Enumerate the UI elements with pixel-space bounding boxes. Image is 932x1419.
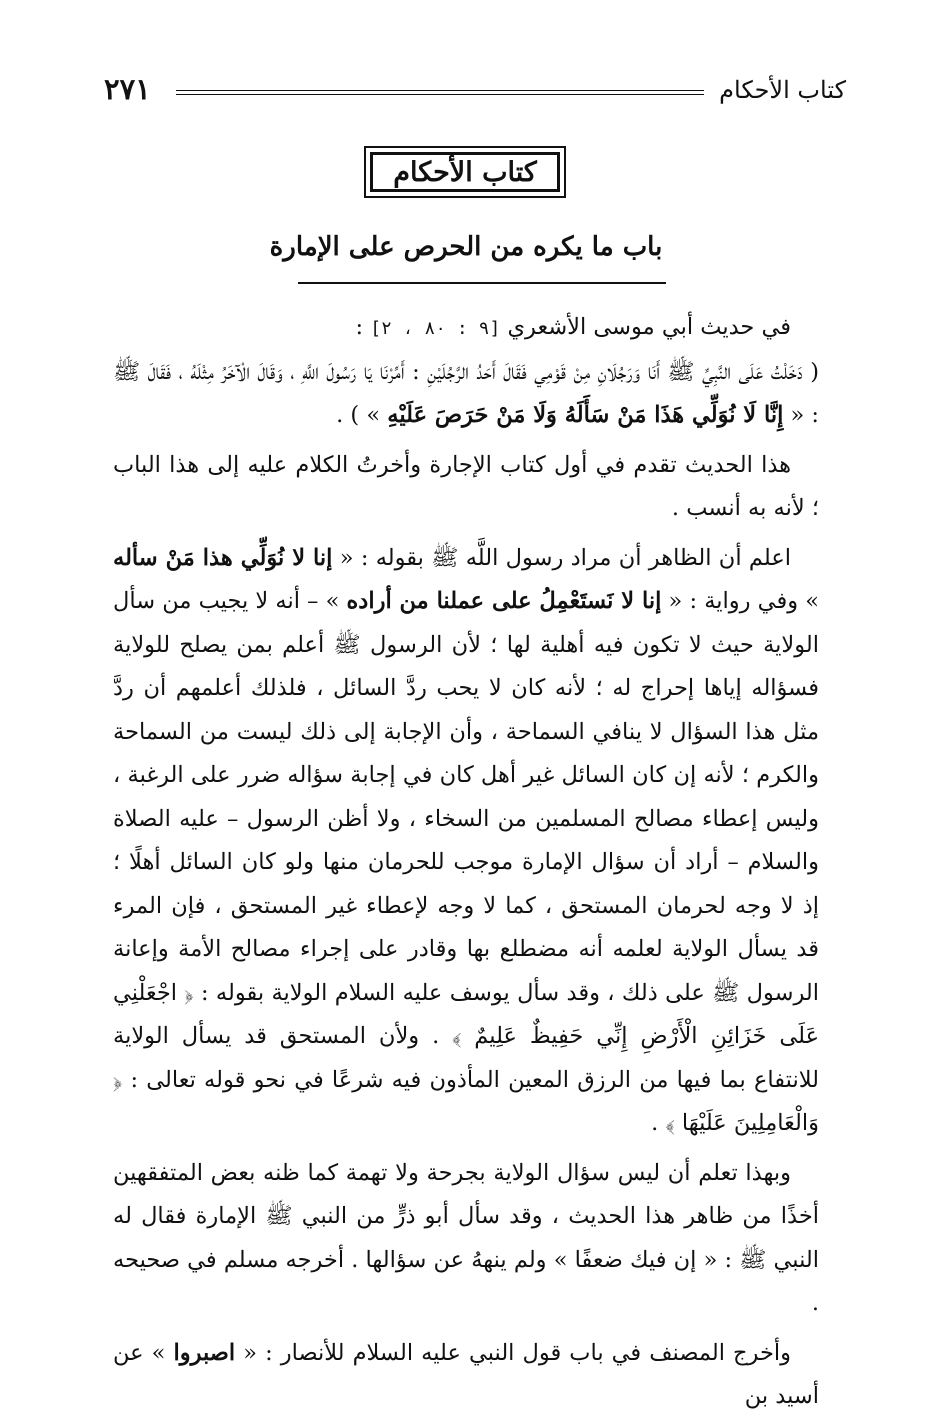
header-rule bbox=[176, 90, 704, 95]
intro-text: في حديث أبي موسى الأشعري bbox=[507, 314, 791, 340]
paragraph-1: هذا الحديث تقدم في أول كتاب الإجارة وأخرتُ الكلام عليه إلى هذا الباب ؛ لأنه به أنسب . bbox=[113, 451, 819, 521]
paragraph-4-text-a: وأخرج المصنف في باب قول النبي عليه السلام للأنصار : « bbox=[235, 1339, 791, 1366]
intro-colon: : bbox=[355, 314, 371, 340]
book-title: كتاب الأحكام bbox=[370, 152, 560, 192]
book-title-frame bbox=[364, 146, 566, 198]
paragraph-4-text-c: » عن أسيد بن bbox=[113, 1339, 819, 1409]
bold-quote-1: إنا لا نُوَلِّي هذا مَنْ سأله bbox=[113, 544, 333, 571]
bold-quote-2: إنا لا نَستَعْمِلُ على عملنا من أراده bbox=[346, 588, 662, 614]
paragraph-2-text-c: » وفي رواية : « bbox=[661, 588, 819, 614]
hadith-bold-quote: إِنَّا لَا نُوَلِّي هَذَا مَنْ سَأَلَهُ وَلَا مَنْ حَرَصَ عَلَيْهِ bbox=[387, 402, 784, 428]
reference: [٩ : ٨٠ ، ٢] bbox=[370, 318, 501, 339]
body-text bbox=[113, 306, 819, 1419]
hadith bbox=[113, 351, 819, 438]
hadith-text: ( دَخَلْتُ عَلَى النَّبِيِّ ﷺ أَنَا وَرَجُلَانِ مِنْ قَوْمِي فَقَالَ أَحَدُ الرَّجُلَيْنِ : أَمِّرْنَا يَا رَسُولَ اللَّهِ ، وَقَالَ الْآخَرُ مِثْلَهُ ، فَقَالَ ﷺ : « bbox=[113, 358, 819, 428]
paragraph-2-text-a: اعلم أن الظاهر أن مراد رسول اللَّه ﷺ بقوله : « bbox=[332, 544, 791, 571]
paragraph-4 bbox=[113, 1332, 819, 1419]
bold-quote-3: اصبروا bbox=[173, 1339, 236, 1366]
paragraph-3: وبهذا تعلم أن ليس سؤال الولاية بجرحة ولا تهمة كما ظنه بعض المتفقهين أخذًا من ظاهر هذا الحديث ، وقد سأل أبو ذرٍّ من النبي ﷺ الإمارة فقال له النبي ﷺ : « إن فيك ضعفًا » ولم ينههُ عن سؤالها . أخرجه مسلم في صحيحه . bbox=[113, 1159, 819, 1316]
paragraph-2 bbox=[113, 537, 819, 1146]
intro-line bbox=[113, 306, 819, 351]
hadith-end: » ) . bbox=[336, 402, 388, 428]
page-number: ٢٧١ bbox=[104, 72, 151, 106]
page-header bbox=[104, 72, 846, 112]
paragraph-2-text-d: » – أنه لا يجيب من سأل الولاية حيث لا تكون فيه أهلية لها ؛ لأن الرسول ﷺ أعلم بمن يصلح للولاية فسؤاله إياها إحراج له ؛ لأنه كان لا يحب ردَّ السائل ، فلذلك أعلمهم أن ردَّ مثل هذا السؤال لا ينافي السماحة ، وأن الإجابة إلى ذلك ليست من السماحة والكرم ؛ لأنه إن كان السائل غير أهل كان في إجابة سؤاله ضرر على الرغبة ، وليس إعطاء مصالح المسلمين من السخاء ، ولا أظن الرسول – عليه الصلاة والسلام – أراد أن سؤال الإمارة موجب للحرمان منها ولو كان السائل أهلًا ؛ إذ لا وجه لحرمان المستحق ، كما لا وجه لإعطاء غير المستحق ، فإن المرء قد يسأل الولاية لعلمه أنه مضطلع بها وقادر على إجراء مصالح الأمة وإعانة الرسول ﷺ على ذلك ، وقد سأل يوسف عليه السلام الولاية بقوله : ﴿ اجْعَلْنِي عَلَى خَزَائِنِ الْأَرْضِ إِنِّي حَفِيظٌ عَلِيمٌ ﴾ . ولأن المستحق قد يسأل الولاية للانتفاع بما فيها من الرزق المعين المأذون فيه شرعًا في نحو قوله تعالى : ﴿ وَالْعَامِلِينَ عَلَيْهَا ﴾ . bbox=[113, 588, 819, 1136]
chapter-title-underline bbox=[298, 282, 666, 284]
chapter-title: باب ما يكره من الحرص على الإمارة bbox=[269, 232, 663, 262]
running-title: كتاب الأحكام bbox=[719, 76, 846, 104]
